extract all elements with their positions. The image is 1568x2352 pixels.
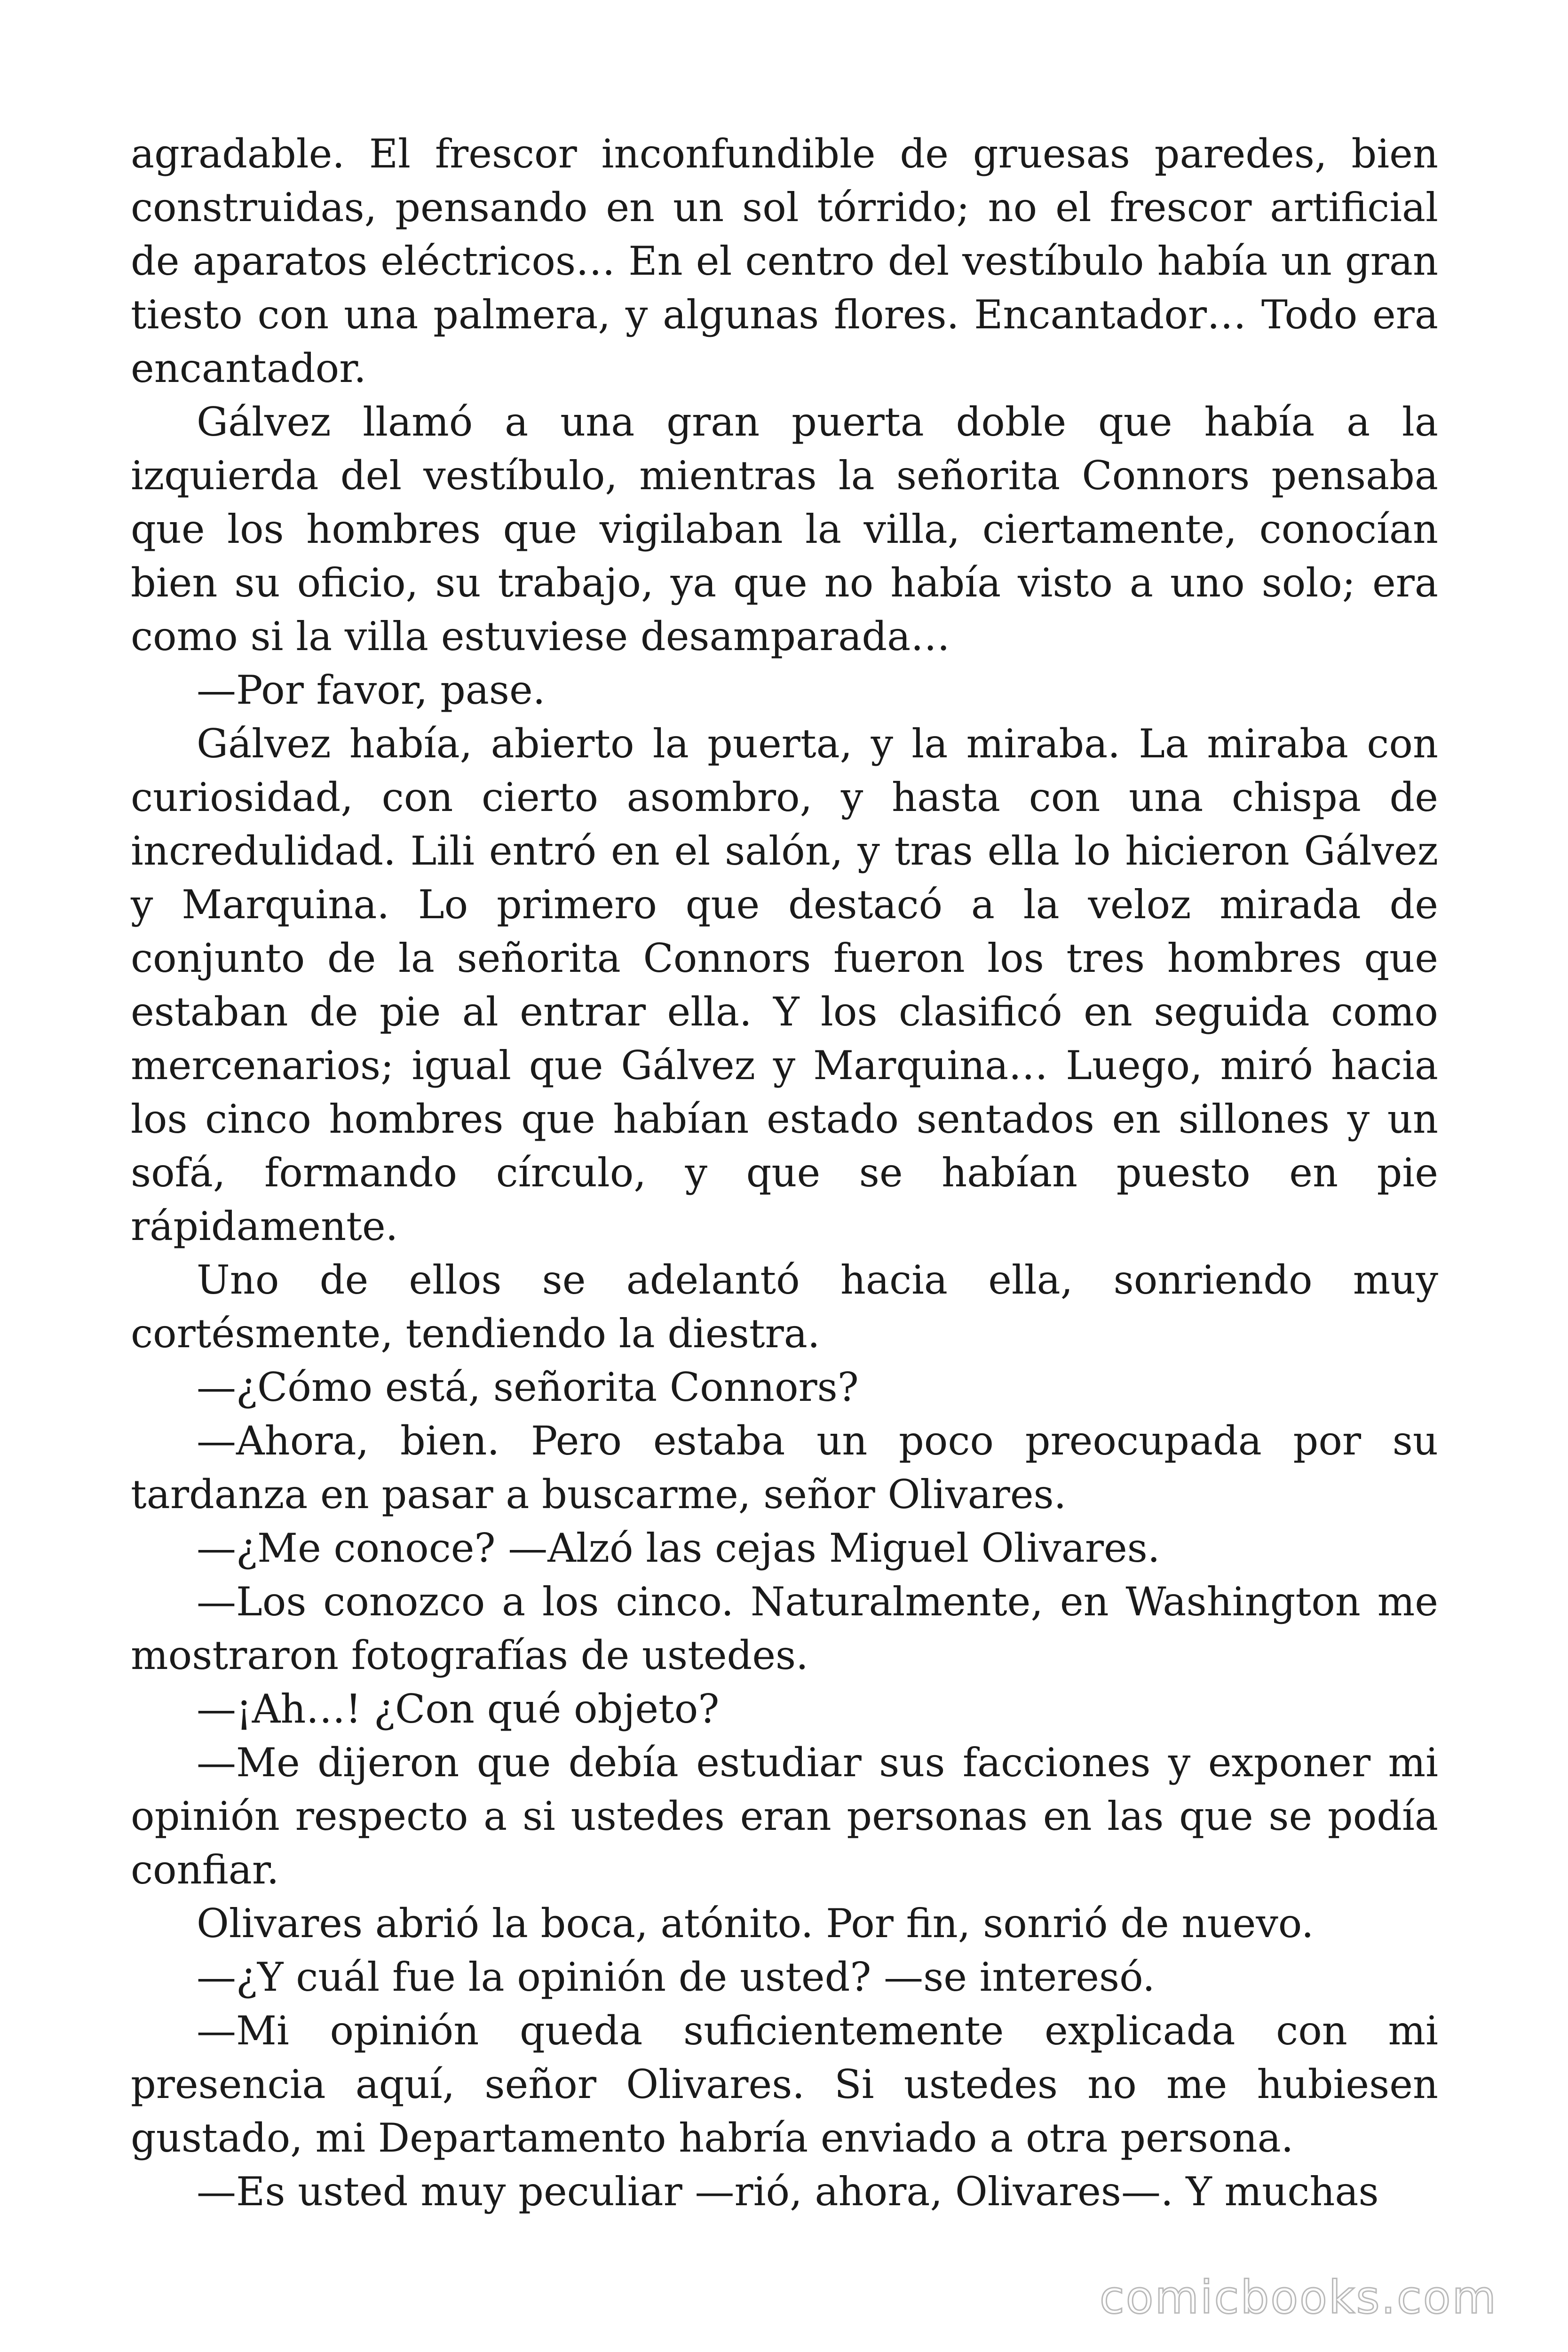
paragraph: Olivares abrió la boca, atónito. Por fin, sonrió de nuevo. (197, 1900, 1314, 1947)
paragraph: —¿Cómo está, señorita Connors? (197, 1364, 859, 1410)
paragraph: Uno de ellos se adelantó hacia ella, sonriendo muy cortésmente, tendiendo la diestra. (131, 1257, 1438, 1357)
paragraph: —Mi opinión queda suficientemente explicada con mi presencia aquí, señor Olivares. Si ustedes no me hubiesen gustado, mi Departamento habría enviado a otra persona. (131, 2008, 1438, 2161)
paragraph: —Los conozco a los cinco. Naturalmente, en Washington me mostraron fotografías de ustedes. (131, 1579, 1438, 1678)
paragraph: Gálvez llamó a una gran puerta doble que había a la izquierda del vestíbulo, mientras la señorita Connors pensaba que los hombres que vigilaban la villa, ciertamente, conocían bien su oficio, su trabajo, ya que no había visto a uno solo; era como si la villa estuviese desamparada… (131, 399, 1438, 660)
paragraph: —¡Ah…! ¿Con qué objeto? (197, 1686, 720, 1732)
paragraph: —Me dijeron que debía estudiar sus facciones y exponer mi opinión respecto a si ustedes eran personas en las que se podía confiar. (131, 1740, 1438, 1893)
page-text (131, 127, 1438, 2218)
paragraph: Gálvez había, abierto la puerta, y la miraba. La miraba con curiosidad, con cierto asombro, y hasta con una chispa de incredulidad. Lili entró en el salón, y tras ella lo hicieron Gálvez y Marquina. Lo primero que destacó a la veloz mirada de conjunto de la señorita Connors fueron los tres hombres que estaban de pie al entrar ella. Y los clasificó en seguida como mercenarios; igual que Gálvez y Marquina… Luego, miró hacia los cinco hombres que habían estado sentados en sillones y un sofá, formando círculo, y que se habían puesto en pie rápidamente. (131, 721, 1438, 1249)
paragraph: —¿Me conoce? —Alzó las cejas Miguel Olivares. (197, 1525, 1160, 1571)
watermark: comicbooks.com (1099, 2271, 1497, 2324)
paragraph: agradable. El frescor inconfundible de gruesas paredes, bien construidas, pensando en un sol tórrido; no el frescor artificial de aparatos eléctricos… En el centro del vestíbulo había un gran tiesto con una palmera, y algunas flores. Encantador… Todo era encantador. (131, 131, 1438, 391)
paragraph: —Por favor, pase. (197, 667, 546, 713)
paragraph: —Ahora, bien. Pero estaba un poco preocupada por su tardanza en pasar a buscarme, señor Olivares. (131, 1418, 1438, 1518)
paragraph: —Es usted muy peculiar —rió, ahora, Olivares—. Y muchas (197, 2169, 1379, 2215)
paragraph: —¿Y cuál fue la opinión de usted? —se interesó. (197, 1954, 1155, 2000)
